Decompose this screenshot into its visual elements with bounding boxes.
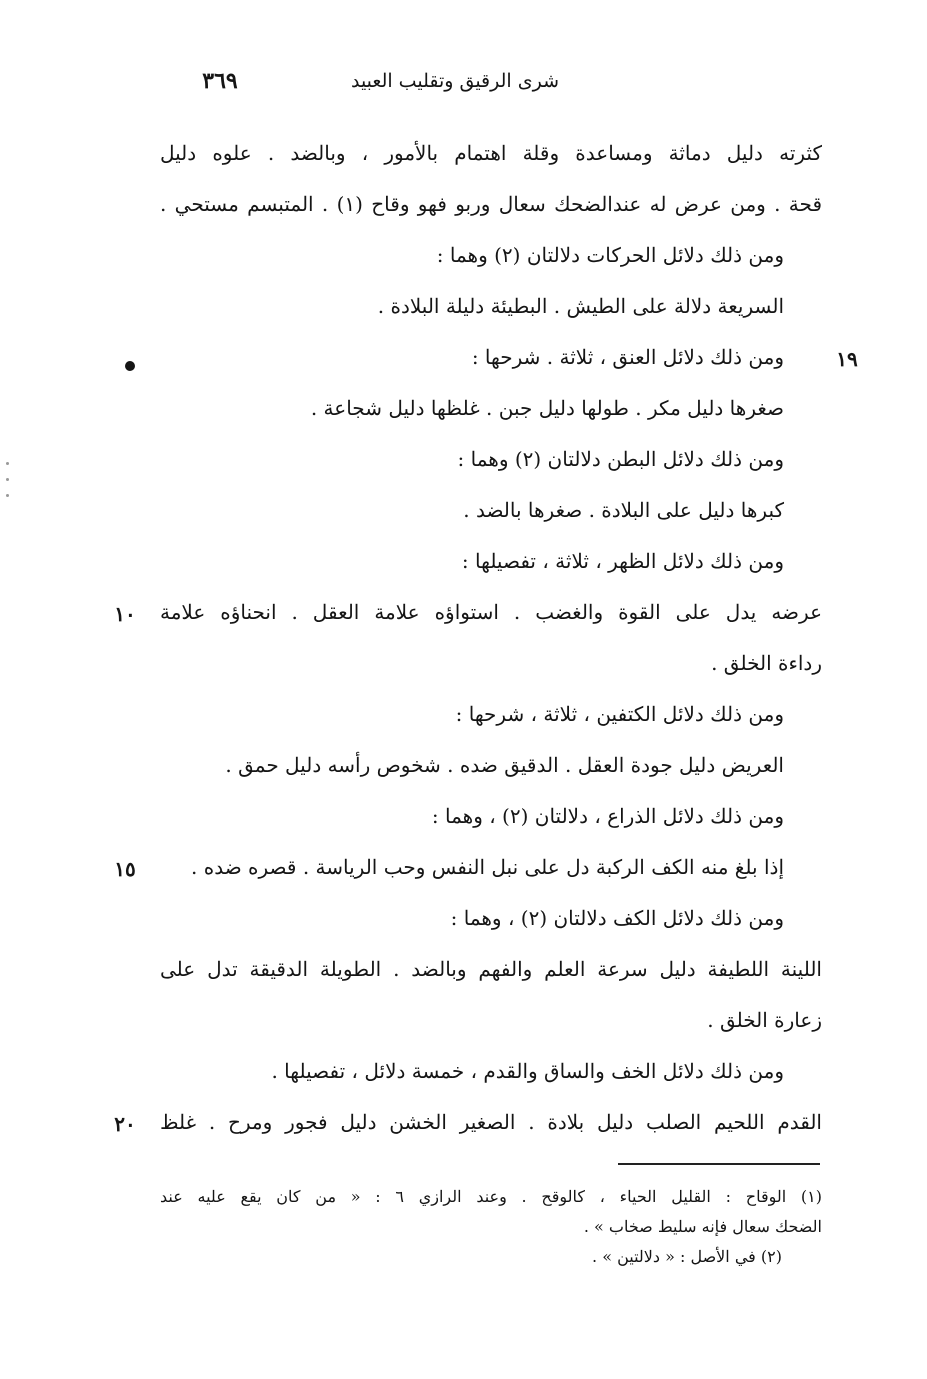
margin-line-number: ١٩: [836, 347, 858, 371]
body-line: ومن ذلك دلائل الظهر ، ثلاثة ، تفصيلها :: [461, 549, 784, 573]
body-line: ومن ذلك دلائل العنق ، ثلاثة . شرحها :: [471, 345, 784, 369]
body-line: ومن ذلك دلائل الكف دلالتان (٢) ، وهما :: [450, 906, 784, 930]
body-line: صغرها دليل مكر . طولها دليل جبن . غلظها دليل شجاعة .: [310, 396, 784, 420]
body-line: ومن ذلك دلائل الكتفين ، ثلاثة ، شرحها :: [455, 702, 784, 726]
body-line: ومن ذلك دلائل الخف والساق والقدم ، خمسة دلائل ، تفصيلها .: [271, 1059, 784, 1083]
footnote-line: (٢) في الأصل : « دلالتين » .: [592, 1247, 782, 1266]
margin-line-number: ١٥: [114, 857, 136, 881]
body-line: ومن ذلك دلائل البطن دلالتان (٢) وهما :: [457, 447, 784, 471]
margin-line-number: ٢٠: [114, 1112, 136, 1136]
body-line: زعارة الخلق .: [707, 1008, 822, 1032]
body-line: قحة . ومن عرض له عندالضحك سعال وربو فهو وقاح (١) . المتبسم مستحي .: [160, 192, 822, 216]
scan-speck: [6, 494, 9, 497]
scan-speck: [6, 478, 9, 481]
body-text: [160, 128, 822, 1148]
body-line: كثرته دليل دماثة ومساعدة وقلة اهتمام بالأمور ، وبالضد . علوه دليل: [160, 141, 822, 165]
footnote-line: (١) الوقاح : القليل الحياء ، كالوقح . وعند الرازي ٦ : « من كان يقع عليه عند: [160, 1187, 822, 1206]
body-line: ومن ذلك دلائل الذراع ، دلالتان (٢) ، وهما :: [431, 804, 784, 828]
margin-bullet: [125, 361, 135, 371]
scan-speck: [6, 462, 9, 465]
running-header-title: شرى الرقيق وتقليب العبيد: [350, 70, 560, 92]
page-number: ٣٦٩: [202, 68, 238, 94]
body-line: العريض دليل جودة العقل . الدقيق ضده . شخوص رأسه دليل حمق .: [225, 753, 784, 777]
body-line: إذا بلغ منه الكف الركبة دل على نبل النفس وحب الرياسة . قصره ضده .: [191, 855, 784, 879]
margin-line-number: ١٠: [114, 602, 136, 626]
footnote-separator: [618, 1163, 820, 1165]
body-line: كبرها دليل على البلادة . صغرها بالضد .: [463, 498, 784, 522]
body-line: اللينة اللطيفة دليل سرعة العلم والفهم وبالضد . الطويلة الدقيقة تدل على: [160, 957, 822, 981]
body-line: رداءة الخلق .: [711, 651, 822, 675]
footnote-line: الضحك سعال فإنه سليط صخاب » .: [583, 1217, 822, 1236]
footnotes: [160, 1182, 822, 1272]
body-line: ومن ذلك دلائل الحركات دلالتان (٢) وهما :: [436, 243, 784, 267]
body-line: السريعة دلالة على الطيش . البطيئة دليلة البلادة .: [377, 294, 784, 318]
body-line: القدم اللحيم الصلب دليل بلادة . الصغير الخشن دليل فجور ومرح . غلظ: [160, 1110, 822, 1134]
body-line: عرضه يدل على القوة والغضب . استواؤه علامة العقل . انحناؤه علامة: [160, 600, 822, 624]
